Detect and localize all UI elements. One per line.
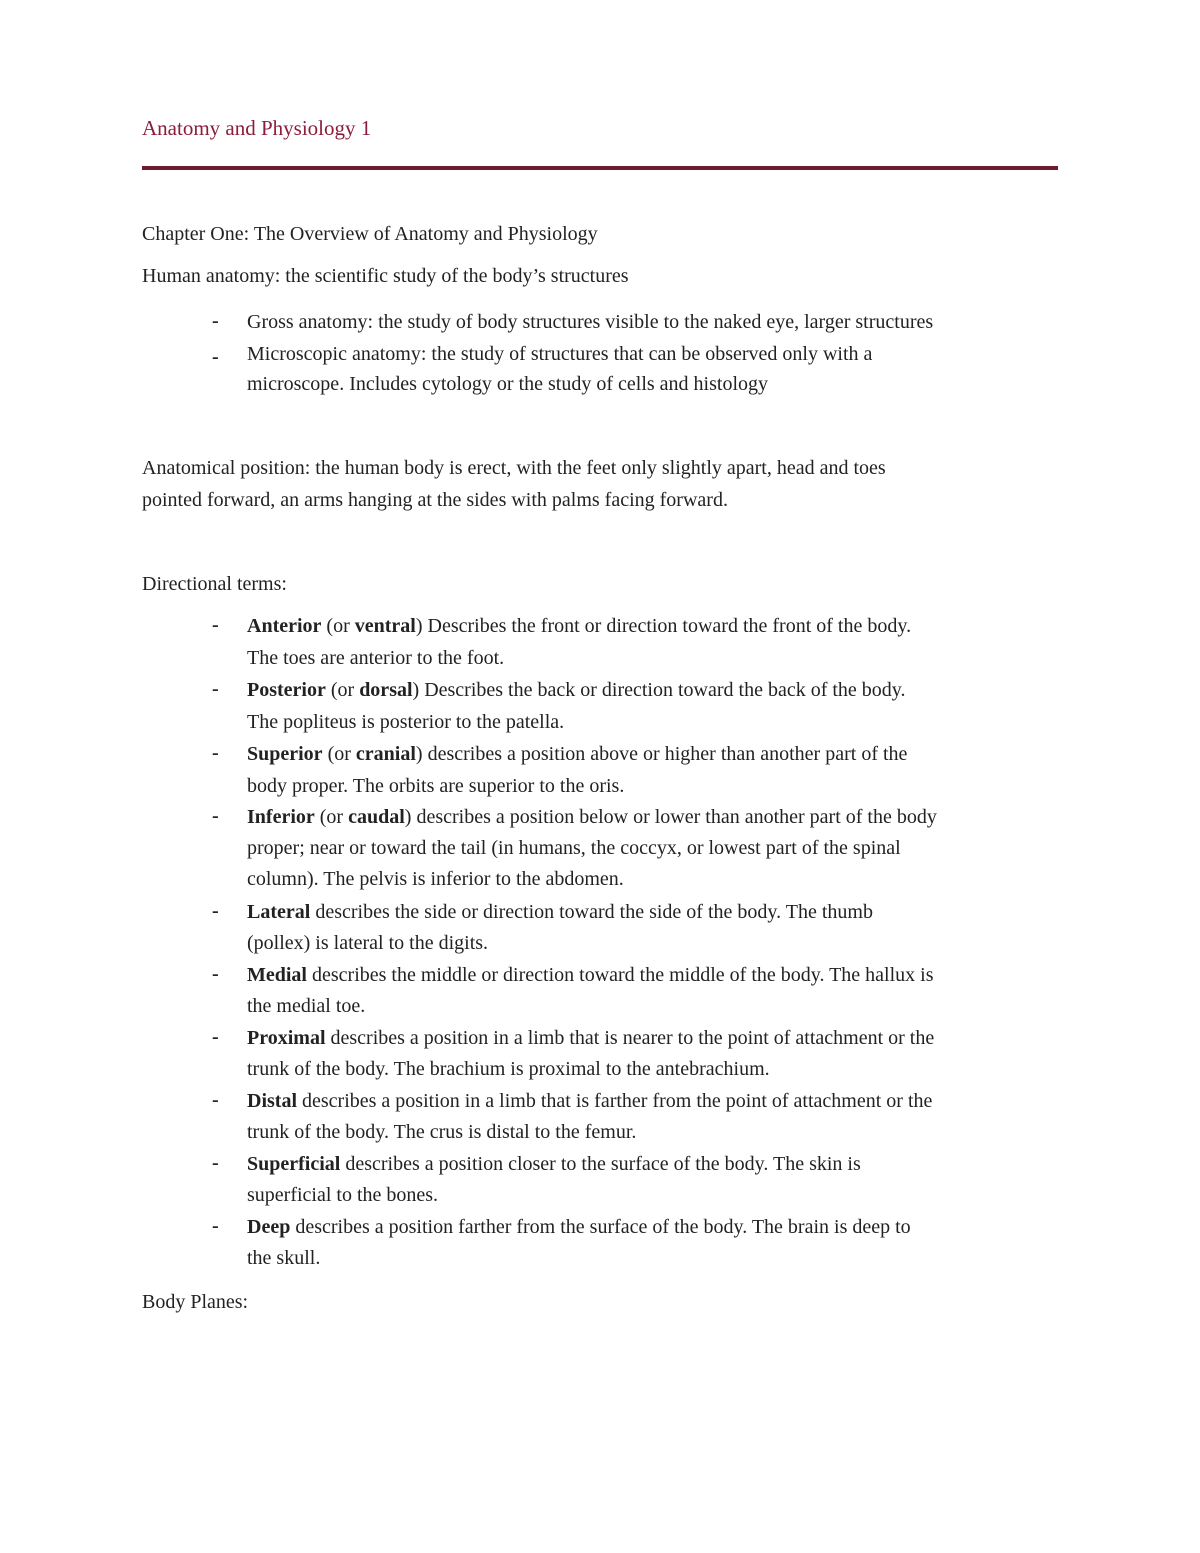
bullet-dash: - — [212, 1089, 219, 1111]
term-alt: cranial — [355, 743, 416, 765]
list-item-text: column). The pelvis is inferior to the abdomen. — [247, 868, 624, 890]
bullet-dash: - — [212, 678, 219, 700]
paren: ) — [412, 679, 420, 701]
list-item-text: trunk of the body. The crus is distal to the femur. — [247, 1121, 637, 1143]
paren: ) — [415, 615, 423, 637]
term: Proximal — [247, 1027, 326, 1049]
list-item-text: trunk of the body. The brachium is proximal to the antebrachium. — [247, 1058, 770, 1080]
list-item-text: microscope. Includes cytology or the study of cells and histology — [247, 373, 769, 395]
anatomical-position-text: Anatomical position: the human body is erect, with the feet only slightly apart, head and toes — [142, 457, 886, 479]
list-item-text: proper; near or toward the tail (in humans, the coccyx, or lowest part of the spinal — [247, 837, 901, 859]
list-item-text: Microscopic anatomy: the study of structures that can be observed only with a — [247, 343, 873, 365]
bullet-dash: - — [212, 1152, 219, 1174]
list-item-text: the skull. — [247, 1247, 321, 1269]
term: Inferior — [247, 806, 315, 828]
list-item-text: body proper. The orbits are superior to the oris. — [247, 775, 625, 797]
list-item-text — [247, 742, 907, 766]
list-item-text — [247, 805, 937, 829]
term: Deep — [247, 1216, 291, 1238]
term-description: describes a position below or lower than another part of the body — [411, 806, 937, 828]
anatomical-position-text: pointed forward, an arms hanging at the sides with palms facing forward. — [142, 489, 728, 511]
term: Anterior — [247, 615, 322, 637]
bullet-dash: - — [212, 805, 219, 827]
term-description: describes the middle or direction toward the middle of the body. The hallux is — [307, 964, 934, 986]
term-description: describes the side or direction toward the side of the body. The thumb — [310, 901, 873, 923]
paren: ) — [404, 806, 412, 828]
term-alt: ventral — [354, 615, 416, 637]
term-description: Describes the back or direction toward the back of the body. — [419, 679, 906, 701]
term-description: describes a position closer to the surface of the body. The skin is — [340, 1153, 861, 1175]
list-item-text — [247, 900, 873, 924]
list-item-text: (pollex) is lateral to the digits. — [247, 932, 489, 954]
term-alt: dorsal — [359, 679, 413, 701]
header-divider — [142, 166, 1058, 170]
body-planes-heading: Body Planes: — [142, 1291, 249, 1313]
term: Posterior — [247, 679, 326, 701]
list-item-text — [247, 1152, 861, 1176]
chapter-title: Chapter One: The Overview of Anatomy and Physiology — [142, 223, 598, 245]
list-item-text: Gross anatomy: the study of body structures visible to the naked eye, larger structures — [247, 311, 934, 333]
list-item-text: The toes are anterior to the foot. — [247, 647, 505, 669]
term-description: describes a position in a limb that is nearer to the point of attachment or the — [325, 1027, 935, 1049]
list-item-text — [247, 1089, 932, 1113]
bullet-dash: - — [212, 310, 219, 332]
bullet-dash: - — [212, 1026, 219, 1048]
bullet-dash: - — [212, 900, 219, 922]
list-item-text — [247, 963, 934, 987]
list-item-text — [247, 1215, 911, 1239]
paren: (or — [314, 806, 349, 828]
term-alt: caudal — [348, 806, 405, 828]
paren: (or — [321, 615, 355, 637]
term: Distal — [247, 1090, 297, 1112]
list-item-text — [247, 1026, 934, 1050]
term-description: Describes the front or direction toward the front of the body. — [422, 615, 912, 637]
paren: (or — [325, 679, 360, 701]
human-anatomy-definition: Human anatomy: the scientific study of the body’s structures — [142, 265, 629, 287]
term: Medial — [247, 964, 307, 986]
paren: ) — [415, 743, 423, 765]
list-item-text — [247, 678, 906, 702]
list-item-text: superficial to the bones. — [247, 1184, 439, 1206]
term: Lateral — [247, 901, 311, 923]
directional-terms-heading: Directional terms: — [142, 573, 287, 595]
term-description: describes a position in a limb that is farther from the point of attachment or the — [297, 1090, 933, 1112]
term: Superior — [247, 743, 323, 765]
bullet-dash: - — [212, 963, 219, 985]
bullet-dash: - — [212, 742, 219, 764]
list-item-text: the medial toe. — [247, 995, 366, 1017]
list-item-text: The popliteus is posterior to the patella. — [247, 711, 565, 733]
term-description: describes a position above or higher than another part of the — [422, 743, 908, 765]
bullet-dash: - — [212, 614, 219, 636]
bullet-dash: - — [212, 346, 219, 368]
bullet-dash: - — [212, 1215, 219, 1237]
term: Superficial — [247, 1153, 341, 1175]
term-description: describes a position farther from the surface of the body. The brain is deep to — [290, 1216, 911, 1238]
paren: (or — [322, 743, 356, 765]
document-header-title: Anatomy and Physiology 1 — [142, 116, 372, 140]
list-item-text — [247, 614, 911, 638]
